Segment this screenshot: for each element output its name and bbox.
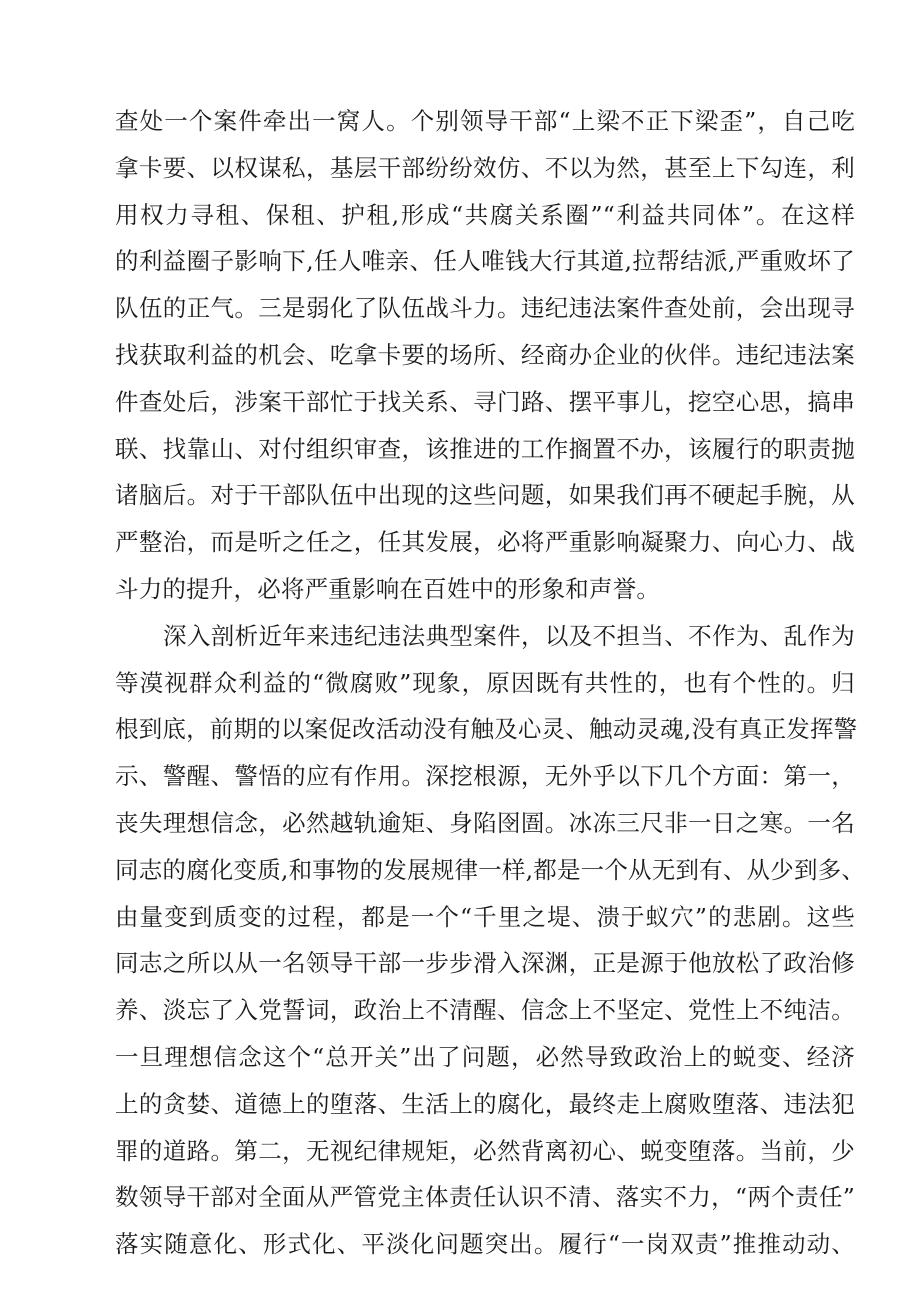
text-line: 上的贪婪、道德上的堕落、生活上的腐化，最终走上腐败堕落、违法犯 bbox=[115, 1089, 855, 1118]
paragraph-1 bbox=[115, 98, 855, 613]
text-line: 同志的腐化变质,和事物的发展规律一样,都是一个从无到有、从少到多、 bbox=[115, 855, 866, 884]
text-line: 一旦理想信念这个“总开关”出了问题，必然导致政治上的蜕变、经济 bbox=[115, 1042, 855, 1071]
text-line: 的利益圈子影响下,任人唯亲、任人唯钱大行其道,拉帮结派,严重败坏了 bbox=[115, 247, 855, 276]
text-line: 数领导干部对全面从严管党主体责任认识不清、落实不力，“两个责任” bbox=[115, 1183, 855, 1212]
text-line: 拿卡要、以权谋私，基层干部纷纷效仿、不以为然，甚至上下勾连，利 bbox=[115, 153, 855, 182]
text-line: 诸脑后。对于干部队伍中出现的这些问题，如果我们再不硬起手腕，从 bbox=[115, 481, 855, 510]
text-line: 示、警醒、警悟的应有作用。深挖根源，无外乎以下几个方面：第一， bbox=[115, 762, 855, 791]
text-line: 件查处后，涉案干部忙于找关系、寻门路、摆平事儿，挖空心思，搞串 bbox=[115, 387, 855, 416]
text-line: 联、找靠山、对付组织审查，该推进的工作搁置不办，该履行的职责抛 bbox=[115, 434, 855, 463]
text-line: 深入剖析近年来违纪违法典型案件，以及不担当、不作为、乱作为 bbox=[163, 621, 855, 650]
paragraph-2 bbox=[115, 613, 866, 1268]
text-line: 队伍的正气。三是弱化了队伍战斗力。违纪违法案件查处前，会出现寻 bbox=[115, 294, 855, 323]
text-line: 严整治，而是听之任之，任其发展，必将严重影响凝聚力、向心力、战 bbox=[115, 528, 855, 557]
text-line: 斗力的提升，必将严重影响在百姓中的形象和声誉。 bbox=[115, 574, 661, 603]
text-line: 找获取利益的机会、吃拿卡要的场所、经商办企业的伙伴。违纪违法案 bbox=[115, 340, 855, 369]
text-line: 同志之所以从一名领导干部一步步滑入深渊，正是源于他放松了政治修 bbox=[115, 949, 855, 978]
text-line: 丧失理想信念，必然越轨逾矩、身陷囹圄。冰冻三尺非一日之寒。一名 bbox=[115, 808, 855, 837]
text-line: 罪的道路。第二，无视纪律规矩，必然背离初心、蜕变堕落。当前，少 bbox=[115, 1136, 855, 1165]
text-line: 落实随意化、形式化、平淡化问题突出。履行“一岗双责”推推动动、 bbox=[115, 1230, 855, 1259]
text-line: 查处一个案件牵出一窝人。个别领导干部“上梁不正下梁歪”，自己吃 bbox=[115, 107, 855, 135]
document-body bbox=[115, 98, 866, 1268]
text-line: 由量变到质变的过程，都是一个“千里之堤、溃于蚁穴”的悲剧。这些 bbox=[115, 902, 855, 931]
text-line: 养、淡忘了入党誓词，政治上不清醒、信念上不坚定、党性上不纯洁。 bbox=[115, 996, 855, 1025]
text-line: 用权力寻租、保租、护租,形成“共腐关系圈”“利益共同体”。在这样 bbox=[115, 200, 855, 229]
text-line: 等漠视群众利益的“微腐败”现象，原因既有共性的，也有个性的。归 bbox=[115, 668, 855, 697]
text-line: 根到底，前期的以案促改活动没有触及心灵、触动灵魂,没有真正发挥警 bbox=[115, 715, 858, 744]
